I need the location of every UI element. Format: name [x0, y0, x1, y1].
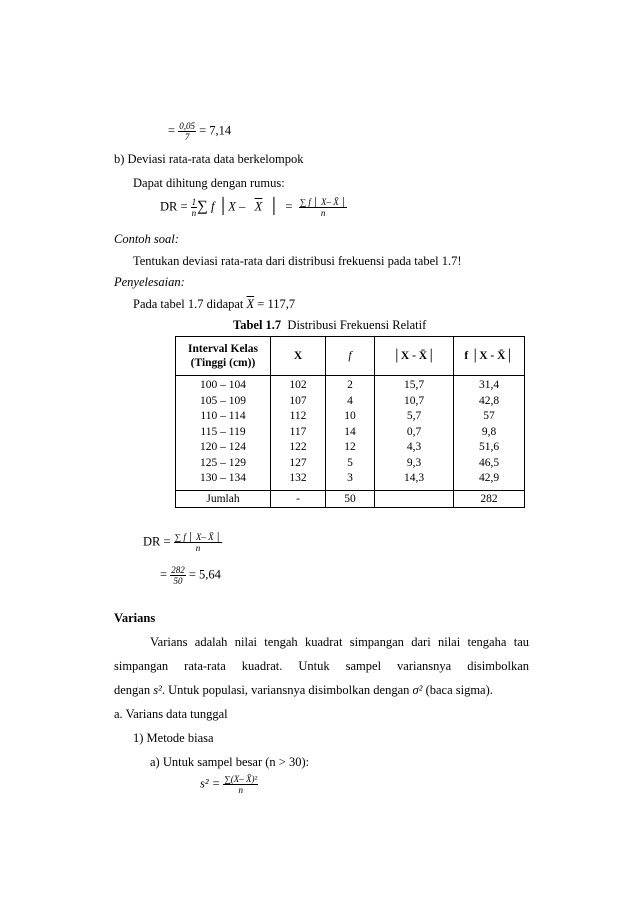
varians-para-line3: dengan s². Untuk populasi, variansnya disimbolkan dengan σ² (baca sigma). — [114, 683, 493, 697]
table-caption: Tabel 1.7 Distribusi Frekuensi Relatif — [233, 318, 427, 332]
table-header-row — [176, 337, 525, 376]
penyelesaian-line: Pada tabel 1.7 didapat $\overline{X} = 117,7$ — [133, 297, 296, 311]
varians-item-1: 1) Metode biasa — [133, 731, 214, 745]
penyelesaian-heading: Penyelesaian: — [114, 275, 185, 289]
varians-item-a2: a) Untuk sampel besar (n > 30): — [150, 755, 310, 769]
equals-sign: = — [168, 123, 176, 138]
contoh-question: Tentukan deviasi rata-rata dari distribusi frekuensi pada tabel 1.7! — [133, 254, 462, 268]
varians-heading: Varians — [114, 611, 156, 625]
varians-para-line2: simpangan rata-rata kuadrat. Untuk sampel variansnya disimbolkan — [114, 659, 529, 673]
header-interval: Interval Kelas (Tinggi (cm)) — [176, 337, 271, 376]
header-x: X — [271, 337, 326, 376]
header-f: f — [326, 337, 375, 376]
section-b-intro: Dapat dihitung dengan rumus: — [133, 176, 285, 190]
table-row: 110 – 114 112 10 5,7 57 — [176, 409, 525, 425]
table-row: 125 – 129 127 5 9,3 46,5 — [176, 456, 525, 472]
top-formula — [168, 121, 231, 142]
header-f-abs-dev: f │X - X̄│ — [454, 337, 525, 376]
result-text: = 7,14 — [199, 123, 232, 138]
table-total-row: Jumlah - 50 282 — [176, 490, 525, 507]
frequency-table — [175, 336, 525, 508]
fraction: $\frac{0,05}{7}$ — [179, 121, 195, 142]
table-row: 120 – 124 122 12 4,3 51,6 — [176, 440, 525, 456]
dr-formula: DR = $\frac{1}{n}$ ∑ f │X – $\overline{X}$ │ = $\frac{\sum f │ X- X̄ │}{n}$ — [160, 197, 347, 218]
varians-formula: s² = $\frac{\text{∑(X– X̄)²}}{n}$ — [200, 774, 258, 795]
table-row: 115 – 119 117 14 0,7 9,8 — [176, 425, 525, 441]
contoh-heading: Contoh soal: — [114, 232, 179, 246]
varians-item-a: a. Varians data tunggal — [114, 707, 228, 721]
table-row: 100 – 104 102 2 15,7 31,4 — [176, 376, 525, 394]
dr-result-value: = $\frac{282}{50}$ = 5,64 — [160, 565, 221, 586]
table-row: 130 – 134 132 3 14,3 42,9 — [176, 471, 525, 490]
varians-para-line1: Varians adalah nilai tengah kuadrat simpangan dari nilai tengaha tau — [150, 635, 529, 649]
table-row: 105 – 109 107 4 10,7 42,8 — [176, 394, 525, 410]
header-abs-dev: │X - X̄│ — [375, 337, 454, 376]
section-b-heading: b) Deviasi rata-rata data berkelompok — [114, 152, 304, 166]
dr-result-formula: DR = $\frac{\sum f │ X- X̄ │}{n}$ — [143, 532, 222, 553]
